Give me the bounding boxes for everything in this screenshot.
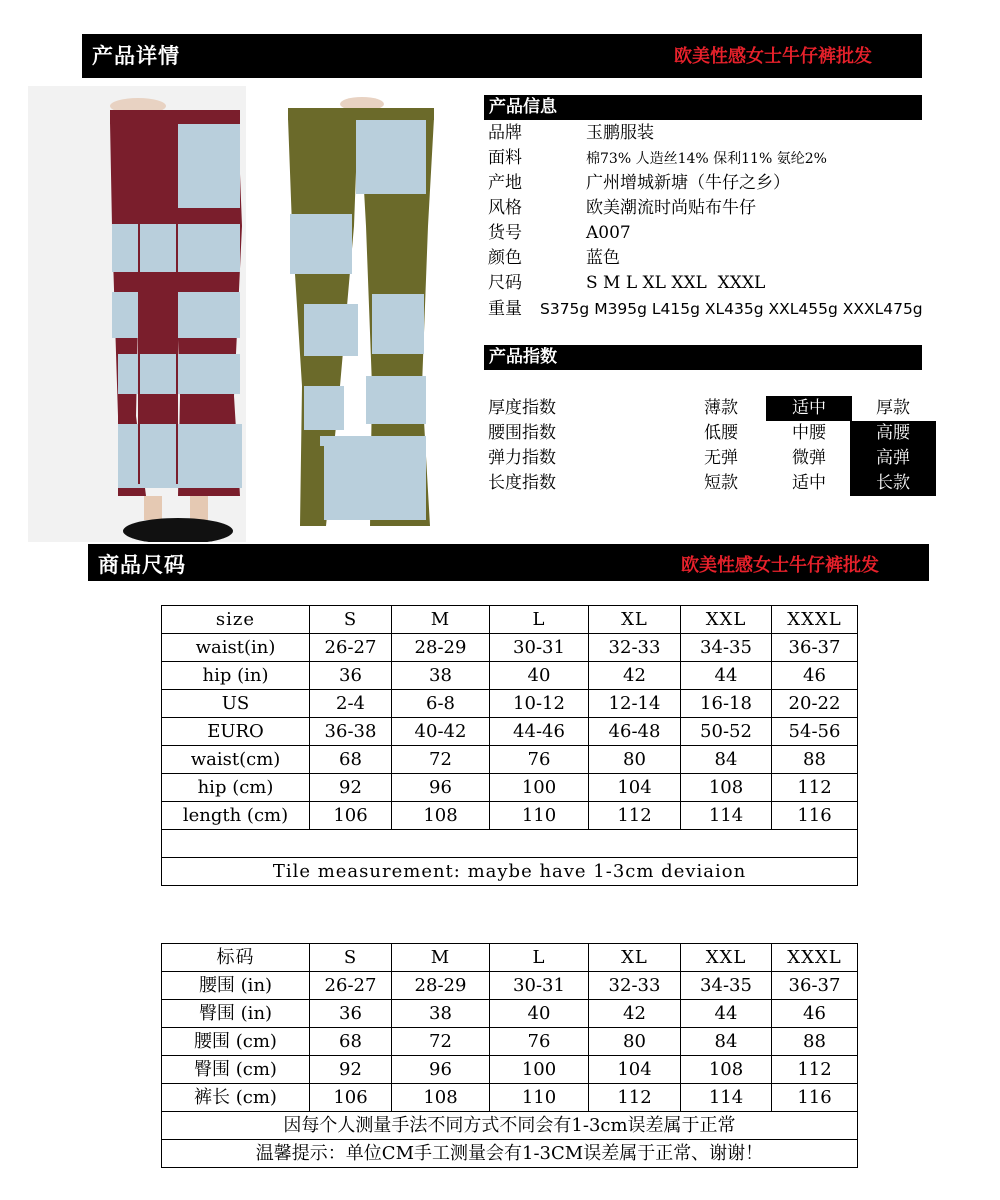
table-cell: 46-48	[589, 718, 681, 746]
table-cell: 36-38	[310, 718, 392, 746]
table-cell: 20-22	[772, 690, 858, 718]
table-cell: 80	[589, 746, 681, 774]
table-cell: 38	[392, 1000, 490, 1028]
index-option: 微弹	[792, 448, 826, 468]
table-cell: 26-27	[310, 972, 392, 1000]
info-key: 品牌	[488, 123, 522, 143]
table-cell: 106	[310, 1084, 392, 1112]
table-header-row	[162, 606, 858, 634]
info-value: 蓝色	[586, 248, 620, 268]
header-tag: 欧美性感女士牛仔裤批发	[674, 46, 872, 67]
table-cell: 114	[681, 802, 772, 830]
index-row	[488, 446, 922, 471]
table-cell: 116	[772, 802, 858, 830]
table-row	[162, 1000, 858, 1028]
table-cell: 36-37	[772, 634, 858, 662]
table-cell: size	[162, 606, 310, 634]
info-key: 面料	[488, 148, 522, 168]
index-row	[488, 471, 922, 496]
table-cell: 6-8	[392, 690, 490, 718]
table-cell: 46	[772, 662, 858, 690]
table-cell: waist(in)	[162, 634, 310, 662]
table-cell: 100	[490, 1056, 589, 1084]
table-cell: 16-18	[681, 690, 772, 718]
index-option: 短款	[704, 473, 738, 493]
table-cell: length (cm)	[162, 802, 310, 830]
index-option: 适中	[792, 473, 826, 493]
table-cell: 44-46	[490, 718, 589, 746]
index-row	[488, 421, 922, 446]
table-cell: 104	[589, 1056, 681, 1084]
table-cell: 34-35	[681, 972, 772, 1000]
size-header	[88, 544, 929, 581]
index-option: 低腰	[704, 423, 738, 443]
table-cell: 112	[772, 1056, 858, 1084]
table-cell: 92	[310, 1056, 392, 1084]
table-cell: 68	[310, 746, 392, 774]
info-row-color	[488, 246, 620, 271]
table-note-row	[162, 1112, 858, 1140]
info-value: S375g M395g L415g XL435g XXL455g XXXL475g	[540, 300, 923, 318]
table-cell: L	[490, 944, 589, 972]
table-row	[162, 1084, 858, 1112]
table-cell: 42	[589, 662, 681, 690]
table-cell: 80	[589, 1028, 681, 1056]
table-note: 因每个人测量手法不同方式不同会有1-3cm误差属于正常	[162, 1112, 858, 1140]
size-table-cn	[161, 943, 858, 1168]
table-cell: XXXL	[772, 606, 858, 634]
table-cell: S	[310, 944, 392, 972]
table-cell: 72	[392, 746, 490, 774]
info-key: 货号	[488, 223, 522, 243]
table-cell: 28-29	[392, 972, 490, 1000]
info-key: 颜色	[488, 248, 522, 268]
index-label: 弹力指数	[488, 448, 556, 468]
index-label: 厚度指数	[488, 398, 556, 418]
table-cell: 36	[310, 662, 392, 690]
table-cell: 40	[490, 1000, 589, 1028]
table-cell: hip (cm)	[162, 774, 310, 802]
table-cell: 46	[772, 1000, 858, 1028]
product-index-heading-text: 产品指数	[489, 347, 557, 367]
table-cell: 腰围 (cm)	[162, 1028, 310, 1056]
info-value: 棉73% 人造丝14% 保利11% 氨纶2%	[586, 151, 827, 167]
table-cell: 96	[392, 1056, 490, 1084]
table-note-row	[162, 1140, 858, 1168]
info-value: A007	[586, 223, 631, 243]
table-note: 温馨提示：单位CM手工测量会有1-3CM误差属于正常、谢谢！	[162, 1140, 858, 1168]
jeans-olive-photo	[280, 86, 438, 542]
table-cell: M	[392, 944, 490, 972]
table-row	[162, 1028, 858, 1056]
table-blank-row	[162, 830, 858, 858]
index-option-selected: 高腰	[850, 421, 936, 446]
table-cell: 36	[310, 1000, 392, 1028]
table-cell: 12-14	[589, 690, 681, 718]
table-cell: 88	[772, 746, 858, 774]
table-cell: waist(cm)	[162, 746, 310, 774]
table-cell: XL	[589, 944, 681, 972]
table-row	[162, 718, 858, 746]
index-option-selected: 适中	[766, 396, 852, 421]
index-option: 薄款	[704, 398, 738, 418]
table-cell: 72	[392, 1028, 490, 1056]
table-cell: 30-31	[490, 972, 589, 1000]
table-cell: US	[162, 690, 310, 718]
table-cell: 100	[490, 774, 589, 802]
table-cell: 112	[772, 774, 858, 802]
table-cell: S	[310, 606, 392, 634]
table-cell: 112	[589, 802, 681, 830]
table-cell: 40-42	[392, 718, 490, 746]
table-cell: 26-27	[310, 634, 392, 662]
table-cell: 106	[310, 802, 392, 830]
table-cell: 腰围 (in)	[162, 972, 310, 1000]
table-cell: XXL	[681, 606, 772, 634]
table-cell: L	[490, 606, 589, 634]
table-row	[162, 774, 858, 802]
table-cell: M	[392, 606, 490, 634]
info-key: 产地	[488, 173, 522, 193]
info-key: 尺码	[488, 273, 522, 293]
table-cell: 116	[772, 1084, 858, 1112]
table-cell: 30-31	[490, 634, 589, 662]
table-row	[162, 972, 858, 1000]
index-label: 长度指数	[488, 473, 556, 493]
product-index-heading	[484, 345, 922, 370]
info-value: 玉鹏服装	[586, 123, 654, 143]
table-cell: 108	[392, 1084, 490, 1112]
table-cell: 108	[681, 774, 772, 802]
table-cell: 44	[681, 1000, 772, 1028]
table-row	[162, 690, 858, 718]
table-cell: 标码	[162, 944, 310, 972]
index-option: 中腰	[792, 423, 826, 443]
index-option: 无弹	[704, 448, 738, 468]
table-cell: XL	[589, 606, 681, 634]
product-info-heading-text: 产品信息	[489, 97, 557, 117]
table-cell: 50-52	[681, 718, 772, 746]
table-cell: XXXL	[772, 944, 858, 972]
table-cell: 36-37	[772, 972, 858, 1000]
table-cell: 96	[392, 774, 490, 802]
table-cell: 84	[681, 746, 772, 774]
table-row	[162, 662, 858, 690]
table-row	[162, 746, 858, 774]
table-header-row	[162, 944, 858, 972]
table-cell: XXL	[681, 944, 772, 972]
table-cell: 42	[589, 1000, 681, 1028]
table-cell: 10-12	[490, 690, 589, 718]
index-option-selected: 高弹	[850, 446, 936, 471]
table-cell: 108	[681, 1056, 772, 1084]
table-row	[162, 802, 858, 830]
table-cell: 68	[310, 1028, 392, 1056]
info-value: S M L XL XXL XXXL	[586, 273, 766, 293]
info-key: 重量	[488, 299, 522, 319]
table-cell: 臀围 (in)	[162, 1000, 310, 1028]
table-note: Tile measurement: maybe have 1-3cm deviaion	[162, 858, 858, 886]
table-cell: 2-4	[310, 690, 392, 718]
table-cell: 88	[772, 1028, 858, 1056]
table-cell: 54-56	[772, 718, 858, 746]
info-row-brand	[488, 121, 654, 146]
info-row-fabric	[488, 146, 827, 171]
table-note-row	[162, 858, 858, 886]
table-row	[162, 634, 858, 662]
index-option-selected: 长款	[850, 471, 936, 496]
info-row-style	[488, 196, 756, 221]
product-info-heading	[484, 95, 922, 120]
table-cell: 40	[490, 662, 589, 690]
table-cell: 28-29	[392, 634, 490, 662]
table-cell: 110	[490, 1084, 589, 1112]
table-cell: 84	[681, 1028, 772, 1056]
info-row-item-number	[488, 221, 631, 246]
index-row	[488, 396, 922, 421]
product-details-header	[82, 34, 922, 78]
table-cell: 76	[490, 1028, 589, 1056]
table-cell: 112	[589, 1084, 681, 1112]
table-cell: 34-35	[681, 634, 772, 662]
table-cell: 108	[392, 802, 490, 830]
table-cell: hip (in)	[162, 662, 310, 690]
info-key: 风格	[488, 198, 522, 218]
table-cell: 32-33	[589, 634, 681, 662]
info-row-origin	[488, 171, 790, 196]
index-label: 腰围指数	[488, 423, 556, 443]
table-row	[162, 1056, 858, 1084]
table-cell: 38	[392, 662, 490, 690]
size-table-en	[161, 605, 858, 886]
table-cell: 104	[589, 774, 681, 802]
table-cell: 44	[681, 662, 772, 690]
table-cell: 92	[310, 774, 392, 802]
jeans-burgundy-photo	[28, 86, 246, 542]
table-cell: 76	[490, 746, 589, 774]
header-title: 产品详情	[92, 43, 180, 68]
table-cell: 110	[490, 802, 589, 830]
table-note	[162, 830, 858, 858]
info-row-sizes	[488, 271, 765, 296]
info-row-weight	[488, 297, 923, 322]
table-cell: 臀围 (cm)	[162, 1056, 310, 1084]
size-header-tag: 欧美性感女士牛仔裤批发	[681, 555, 879, 576]
table-cell: 114	[681, 1084, 772, 1112]
table-cell: 32-33	[589, 972, 681, 1000]
table-cell: EURO	[162, 718, 310, 746]
info-value: 欧美潮流时尚贴布牛仔	[586, 198, 756, 218]
info-value: 广州增城新塘（牛仔之乡）	[586, 173, 790, 193]
size-header-title: 商品尺码	[98, 552, 186, 577]
index-option: 厚款	[876, 398, 910, 418]
table-cell: 裤长 (cm)	[162, 1084, 310, 1112]
